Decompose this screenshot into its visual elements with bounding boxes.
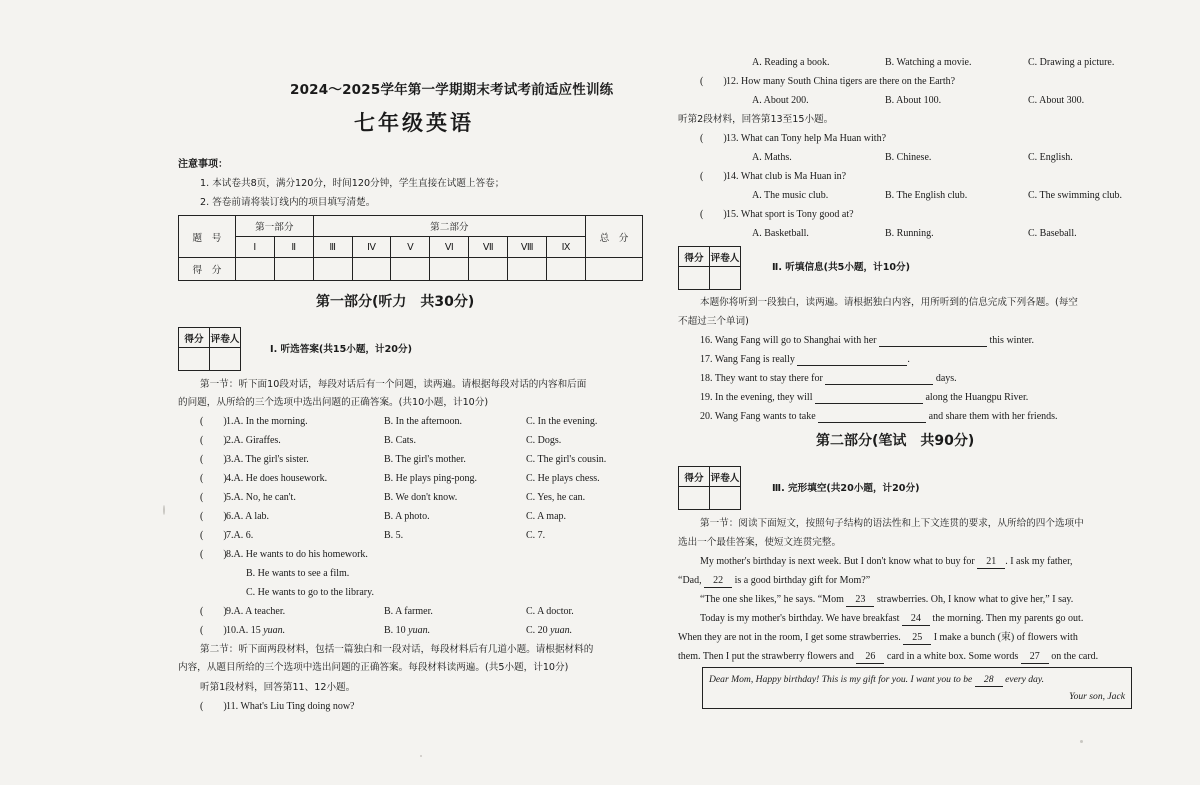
option-c: C. A doctor. bbox=[526, 606, 574, 617]
answer-paren[interactable]: ( ) bbox=[200, 473, 227, 484]
fill-blank[interactable] bbox=[797, 354, 907, 366]
fill-text: this winter. bbox=[989, 335, 1034, 346]
question-item bbox=[200, 434, 281, 447]
fill-text: 19. In the evening, they will bbox=[700, 392, 813, 403]
option-b: B. The English club. bbox=[885, 190, 968, 201]
cloze-blank[interactable]: 24 bbox=[902, 612, 930, 626]
cloze-blank[interactable]: 23 bbox=[846, 593, 874, 607]
question-item bbox=[200, 700, 354, 713]
section1-title: 第一部分(听力 共30分) bbox=[316, 294, 475, 310]
answer-paren[interactable]: ( ) bbox=[700, 209, 727, 220]
grader-score-cell[interactable] bbox=[679, 267, 710, 290]
grader-score-label: 得分 bbox=[679, 467, 710, 487]
score-cell[interactable] bbox=[313, 258, 352, 281]
option-b: B. Running. bbox=[885, 228, 934, 239]
question-text: 11. What's Liu Ting doing now? bbox=[226, 701, 355, 712]
score-table-col: Ⅰ bbox=[235, 237, 274, 258]
option-b: B. 5. bbox=[384, 530, 404, 541]
answer-paren[interactable]: ( ) bbox=[200, 701, 227, 712]
option-c: C. The swimming club. bbox=[1028, 190, 1122, 201]
grader-box bbox=[678, 466, 741, 510]
score-cell[interactable] bbox=[430, 258, 469, 281]
grader-score-cell[interactable] bbox=[679, 487, 710, 510]
score-cell[interactable] bbox=[235, 258, 274, 281]
material-label: 听第1段材料，回答第11、12小题。 bbox=[200, 682, 356, 693]
score-table-col: Ⅳ bbox=[352, 237, 391, 258]
score-table-col: Ⅷ bbox=[508, 237, 547, 258]
fill-blank[interactable] bbox=[825, 373, 933, 385]
unit-label: yuan. bbox=[263, 625, 286, 636]
answer-paren[interactable]: ( ) bbox=[700, 171, 727, 182]
fill-item bbox=[700, 353, 910, 366]
option-c: C. The girl's cousin. bbox=[526, 454, 607, 465]
question-item bbox=[200, 605, 285, 618]
answer-paren[interactable]: ( ) bbox=[700, 76, 727, 87]
left-page bbox=[178, 0, 643, 785]
score-cell[interactable] bbox=[469, 258, 508, 281]
question-text: 12. How many South China tigers are there on the Earth? bbox=[726, 76, 956, 87]
option-a: A. Reading a book. bbox=[752, 57, 830, 68]
question-number: 2. bbox=[226, 435, 234, 446]
option-b: B. He plays ping-pong. bbox=[384, 473, 478, 484]
cloze-blank[interactable]: 25 bbox=[903, 631, 931, 645]
score-table-col: Ⅲ bbox=[313, 237, 352, 258]
score-cell[interactable] bbox=[547, 258, 586, 281]
grader-score-label: 得分 bbox=[179, 328, 210, 348]
question-number: 4. bbox=[226, 473, 234, 484]
grader-name-cell[interactable] bbox=[710, 487, 741, 510]
option-a: A. About 200. bbox=[752, 95, 809, 106]
material-label: 听第2段材料，回答第13至15小题。 bbox=[678, 114, 834, 125]
instruction-line: 第一节：听下面10段对话，每段对话后有一个问题，读两遍。请根据每段对话的内容和后面 bbox=[200, 379, 587, 390]
grader-name-label: 评卷人 bbox=[710, 467, 741, 487]
part-III-title: Ⅲ. 完形填空(共20小题，计20分) bbox=[772, 483, 920, 494]
answer-paren[interactable]: ( ) bbox=[200, 492, 227, 503]
option-b: B. A photo. bbox=[384, 511, 430, 522]
fill-item bbox=[700, 334, 1034, 347]
option-c: C. 7. bbox=[526, 530, 546, 541]
score-cell[interactable] bbox=[352, 258, 391, 281]
option-b: B. We don't know. bbox=[384, 492, 458, 503]
cloze-blank[interactable]: 21 bbox=[977, 555, 1005, 569]
fill-text: along the Huangpu River. bbox=[925, 392, 1029, 403]
option-c: C. He plays chess. bbox=[526, 473, 600, 484]
fill-text: . bbox=[907, 354, 910, 365]
notice-heading: 注意事项： bbox=[178, 159, 228, 170]
score-cell[interactable] bbox=[274, 258, 313, 281]
option-b: B. 10 yuan. bbox=[384, 625, 431, 636]
option-b: B. In the afternoon. bbox=[384, 416, 463, 427]
option-c: C. 20 yuan. bbox=[526, 625, 573, 636]
option-b: B. Cats. bbox=[384, 435, 416, 446]
question-item bbox=[700, 208, 854, 221]
grader-name-cell[interactable] bbox=[210, 348, 241, 371]
score-cell[interactable] bbox=[508, 258, 547, 281]
option-a: A. 15 bbox=[238, 625, 261, 636]
question-item bbox=[200, 624, 285, 637]
scan-speck bbox=[163, 505, 165, 515]
option-a: A. A teacher. bbox=[233, 606, 286, 617]
passage-line: When they are not in the room, I get some strawberries. 25 I make a bunch (束) of flowers with bbox=[678, 632, 1078, 643]
grader-box bbox=[678, 246, 741, 290]
part-II-title: Ⅱ. 听填信息(共5小题，计10分) bbox=[772, 262, 911, 273]
grader-name-cell[interactable] bbox=[710, 267, 741, 290]
option-a: A. Giraffes. bbox=[233, 435, 281, 446]
notice-line: 2. 答卷前请将装订线内的项目填写清楚。 bbox=[200, 197, 376, 208]
option-b: B. About 100. bbox=[885, 95, 942, 106]
answer-paren[interactable]: ( ) bbox=[200, 416, 227, 427]
score-table-part1: 第一部分 bbox=[235, 216, 313, 237]
question-number: 6. bbox=[226, 511, 234, 522]
answer-paren[interactable]: ( ) bbox=[200, 511, 227, 522]
score-cell[interactable] bbox=[586, 258, 643, 281]
scan-speck bbox=[1080, 740, 1083, 743]
question-number: 8. bbox=[226, 549, 234, 560]
fill-text: 20. Wang Fang wants to take bbox=[700, 411, 816, 422]
fill-item bbox=[700, 410, 1058, 423]
question-number: 1. bbox=[226, 416, 234, 427]
score-table-score-label: 得 分 bbox=[179, 258, 236, 281]
option-c: C. English. bbox=[1028, 152, 1073, 163]
cloze-blank[interactable]: 27 bbox=[1021, 650, 1049, 664]
grader-name-label: 评卷人 bbox=[210, 328, 241, 348]
answer-paren[interactable]: ( ) bbox=[200, 549, 227, 560]
option-a: A. The music club. bbox=[752, 190, 829, 201]
score-table-col: Ⅸ bbox=[547, 237, 586, 258]
unit-label: yuan. bbox=[408, 625, 431, 636]
question-item bbox=[200, 548, 368, 561]
score-table-total: 总 分 bbox=[586, 216, 643, 258]
grader-score-cell[interactable] bbox=[179, 348, 210, 371]
section2-title: 第二部分(笔试 共90分) bbox=[816, 433, 975, 449]
score-table-col: Ⅵ bbox=[430, 237, 469, 258]
question-number: 5. bbox=[226, 492, 234, 503]
option-b: B. The girl's mother. bbox=[384, 454, 466, 465]
instruction-line: 内容，从题目所给的三个选项中选出问题的正确答案。每段材料读两遍。(共5小题，计10分) bbox=[178, 662, 569, 673]
option-a: A. A lab. bbox=[233, 511, 270, 522]
option-b: B. Watching a movie. bbox=[885, 57, 972, 68]
option-a: A. No, he can't. bbox=[233, 492, 296, 503]
option-c: C. Drawing a picture. bbox=[1028, 57, 1115, 68]
right-page bbox=[678, 0, 1148, 785]
cloze-blank[interactable]: 26 bbox=[856, 650, 884, 664]
score-table bbox=[178, 215, 643, 281]
fill-item bbox=[700, 372, 957, 385]
instruction-line: 不超过三个单词) bbox=[678, 316, 749, 327]
question-item bbox=[200, 453, 309, 466]
subject-title: 七年级英语 bbox=[354, 111, 474, 135]
option-c: C. He wants to go to the library. bbox=[246, 587, 374, 598]
option-a: A. He wants to do his homework. bbox=[233, 549, 368, 560]
option-a: A. In the morning. bbox=[233, 416, 308, 427]
passage-line: My mother's birthday is next week. But I don't know what to buy for 21 . I ask my father, bbox=[700, 556, 1073, 567]
option-c: C. Dogs. bbox=[526, 435, 562, 446]
option-c: C. A map. bbox=[526, 511, 567, 522]
letter-box bbox=[702, 667, 1132, 709]
answer-paren[interactable]: ( ) bbox=[200, 454, 227, 465]
option-c: C. In the evening. bbox=[526, 416, 598, 427]
passage-line: Today is my mother's birthday. We have breakfast 24 the morning. Then my parents go out. bbox=[700, 613, 1084, 624]
question-number: 9. bbox=[226, 606, 234, 617]
answer-paren[interactable]: ( ) bbox=[200, 530, 227, 541]
score-table-col: Ⅶ bbox=[469, 237, 508, 258]
scan-speck bbox=[420, 755, 422, 757]
notice-line: 1. 本试卷共8页，满分120分，时间120分钟，学生直接在试题上答卷； bbox=[200, 178, 505, 189]
answer-paren[interactable]: ( ) bbox=[700, 133, 727, 144]
score-table-col: Ⅴ bbox=[391, 237, 430, 258]
fill-blank[interactable] bbox=[815, 392, 923, 404]
passage-line: “The one she likes,” he says. “Mom 23 strawberries. Oh, I know what to give her,” I say. bbox=[700, 594, 1074, 605]
fill-text: days. bbox=[935, 373, 957, 384]
question-item bbox=[200, 415, 308, 428]
cloze-blank[interactable]: 22 bbox=[704, 574, 732, 588]
score-table-col: Ⅱ bbox=[274, 237, 313, 258]
unit-label: yuan. bbox=[550, 625, 573, 636]
letter-signature: Your son, Jack bbox=[1069, 691, 1125, 702]
fill-item bbox=[700, 391, 1028, 404]
question-text: 14. What club is Ma Huan in? bbox=[726, 171, 847, 182]
score-cell[interactable] bbox=[391, 258, 430, 281]
question-item bbox=[200, 510, 269, 523]
fill-text: 17. Wang Fang is really bbox=[700, 354, 795, 365]
letter-line: Dear Mom, Happy birthday! This is my gift for you. I want you to be 28 every day. bbox=[709, 674, 1044, 685]
part-I-title: Ⅰ. 听选答案(共15小题，计20分) bbox=[270, 344, 412, 355]
instruction-line: 的问题，从所给的三个选项中选出问题的正确答案。(共10小题，计10分) bbox=[178, 397, 489, 408]
instruction-line: 第一节：阅读下面短文，按照句子结构的语法性和上下文连贯的要求，从所给的四个选项中 bbox=[700, 518, 1084, 529]
score-table-part2: 第二部分 bbox=[313, 216, 585, 237]
option-c: C. Baseball. bbox=[1028, 228, 1077, 239]
cloze-blank[interactable]: 28 bbox=[975, 673, 1003, 687]
fill-text: and share them with her friends. bbox=[928, 411, 1058, 422]
option-a: A. 6. bbox=[233, 530, 254, 541]
option-b: B. Chinese. bbox=[885, 152, 932, 163]
question-item bbox=[200, 529, 253, 542]
instruction-line: 选出一个最佳答案，使短文连贯完整。 bbox=[678, 537, 842, 548]
question-number: 10. bbox=[226, 625, 239, 636]
option-c: C. Yes, he can. bbox=[526, 492, 586, 503]
grader-box bbox=[178, 327, 241, 371]
question-number: 3. bbox=[226, 454, 234, 465]
question-item bbox=[700, 170, 846, 183]
fill-blank[interactable] bbox=[818, 411, 926, 423]
fill-blank[interactable] bbox=[879, 335, 987, 347]
option-b: B. A farmer. bbox=[384, 606, 433, 617]
option-c: C. About 300. bbox=[1028, 95, 1085, 106]
question-item bbox=[700, 75, 955, 88]
answer-paren[interactable]: ( ) bbox=[200, 435, 227, 446]
question-number: 7. bbox=[226, 530, 234, 541]
fill-text: 18. They want to stay there for bbox=[700, 373, 823, 384]
option-b: B. He wants to see a film. bbox=[246, 568, 350, 579]
score-table-row-label: 题 号 bbox=[179, 216, 236, 258]
grader-name-label: 评卷人 bbox=[710, 247, 741, 267]
question-text: 15. What sport is Tony good at? bbox=[726, 209, 854, 220]
option-a: A. The girl's sister. bbox=[233, 454, 309, 465]
passage-line: “Dad, 22 is a good birthday gift for Mom?” bbox=[678, 575, 871, 586]
fill-text: 16. Wang Fang will go to Shanghai with her bbox=[700, 335, 877, 346]
option-a: A. He does housework. bbox=[233, 473, 328, 484]
question-item bbox=[700, 132, 886, 145]
instruction-line: 本题你将听到一段独白，读两遍。请根据独白内容，用所听到的信息完成下列各题。(每空 bbox=[700, 297, 1078, 308]
paper-title: 2024～2025学年第一学期期末考试考前适应性训练 bbox=[290, 82, 614, 98]
question-item bbox=[200, 472, 327, 485]
passage-line: them. Then I put the strawberry flowers and 26 card in a white box. Some words 27 on the card. bbox=[678, 651, 1099, 662]
option-a: A. Basketball. bbox=[752, 228, 809, 239]
answer-paren[interactable]: ( ) bbox=[200, 625, 227, 636]
instruction-line: 第二节：听下面两段材料，包括一篇独白和一段对话，每段材料后有几道小题。请根据材料的 bbox=[200, 644, 594, 655]
question-item bbox=[200, 491, 296, 504]
option-a: A. Maths. bbox=[752, 152, 792, 163]
grader-score-label: 得分 bbox=[679, 247, 710, 267]
question-text: 13. What can Tony help Ma Huan with? bbox=[726, 133, 887, 144]
answer-paren[interactable]: ( ) bbox=[200, 606, 227, 617]
